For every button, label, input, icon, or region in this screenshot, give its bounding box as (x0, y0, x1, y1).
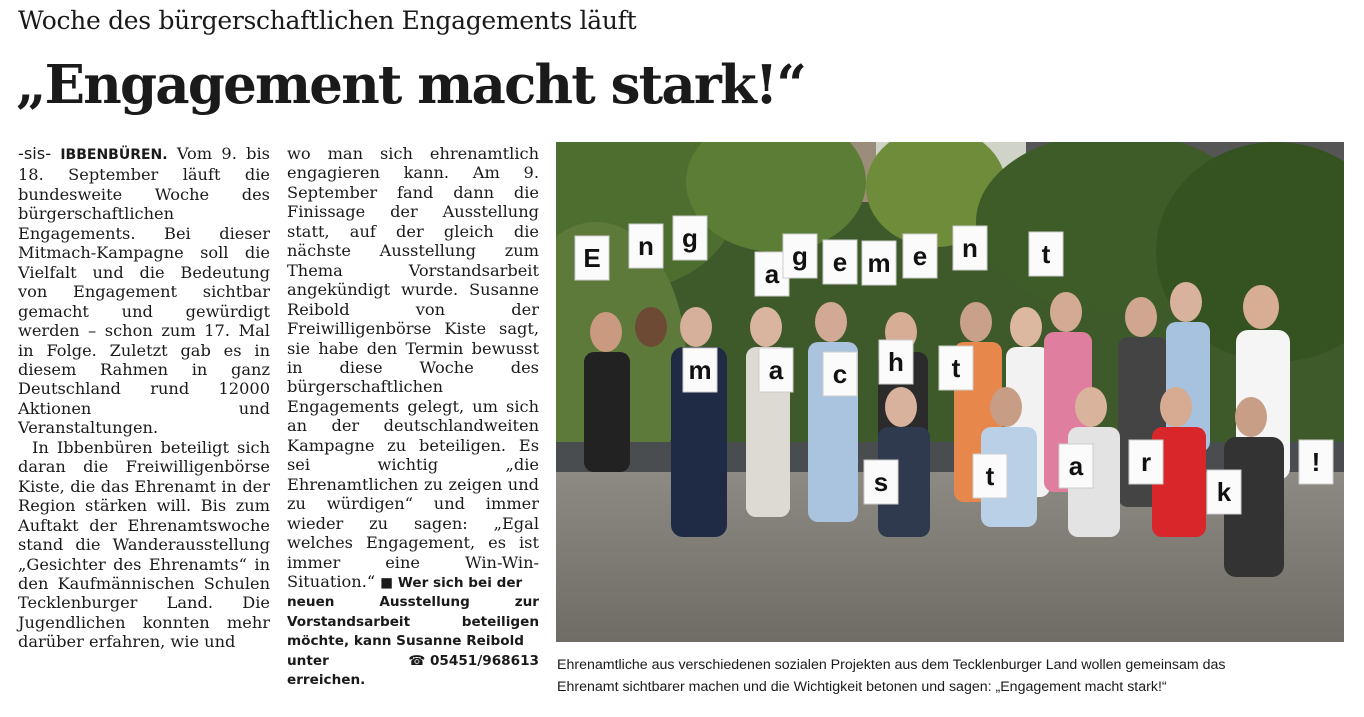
letter-sign-text: k (1216, 477, 1232, 507)
letter-sign (823, 352, 857, 396)
letter-sign (823, 240, 857, 284)
info-box-lead: ■ Wer sich bei der (380, 574, 523, 591)
letter-sign-text: m (867, 248, 891, 278)
letter-sign-text: n (962, 233, 978, 263)
letter-sign (673, 216, 707, 260)
article-headline: „Engagement macht stark!“ (16, 54, 806, 116)
paragraph-3 (287, 144, 539, 593)
letter-sign (864, 460, 898, 504)
letter-sign (862, 241, 896, 285)
letter-sign (973, 454, 1007, 498)
letter-sign (1299, 440, 1333, 484)
letter-sign (629, 224, 663, 268)
letter-sign-text: a (768, 355, 784, 385)
photo-caption (557, 654, 1347, 698)
info-end: erreichen. (287, 672, 366, 689)
letter-sign-text: a (1068, 451, 1084, 481)
letter-sign (1059, 444, 1093, 488)
letter-sign-text: e (912, 241, 928, 271)
letter-sign-text: ! (1311, 447, 1321, 477)
info-box (287, 593, 539, 651)
letter-sign (953, 226, 987, 270)
letter-sign-text: s (873, 467, 889, 497)
letter-sign-text: m (688, 355, 712, 385)
letter-sign (903, 234, 937, 278)
letter-sign-text: t (1041, 239, 1051, 269)
letter-sign-text: c (832, 359, 848, 389)
info-unter: unter (287, 652, 329, 669)
letter-sign (759, 348, 793, 392)
caption-line-1: Ehrenamtliche aus verschiedenen sozialen Projekten aus dem Tecklenburger Land wollen gemeinsam das (557, 657, 1226, 673)
letter-sign-text: e (832, 247, 848, 277)
letter-sign (1029, 232, 1063, 276)
letter-sign (1207, 470, 1241, 514)
letter-sign-text: a (764, 259, 780, 289)
group-photo (556, 142, 1344, 642)
dateline: IBBENBÜREN. (60, 147, 168, 163)
letter-sign-text: g (682, 223, 698, 253)
paragraph-2: In Ibbenbüren beteiligt sich daran die Freiwilligenbörse Kiste, die das Ehrenamt in der Region stärken will. Bis zum Auftakt der Ehrenamtswoche stand die Wanderausstellung „Gesichter des Ehrenamts“ in den Kaufmännischen Schulen Tecklenburger Land. Die Jugendlichen konnten mehr darüber erfahren, wie und (18, 437, 270, 652)
group-photo-illustration (556, 142, 1344, 642)
article-column-1 (18, 144, 270, 652)
letter-sign-text: t (985, 461, 995, 491)
letter-sign (939, 346, 973, 390)
paragraph-3-text: wo man sich ehrenamtlich engagieren kann. Am 9. September fand dann die Finissage der Ausstellung statt, auf der gleich die nächste Ausstellung zum Thema Vorstandsarbeit angekündigt wurde. Susanne Reibold von der Freiwilligenbörse Kiste sagt, sie habe den Termin bewusst in diese Woche des bürgerschaftlichen Engagements gelegt, um sich an der deutschlandweiten Kampagne zu beteiligen. Es sei wichtig „die Ehrenamtlichen zu zeigen und zu würdigen“ und immer wieder zu sagen: „Egal welches Engagement, es ist immer eine Win-Win-Situation.“ (287, 144, 539, 591)
paragraph-1-text: Vom 9. bis 18. September läuft die bundesweite Woche des bürgerschaftlichen Engagements. Bei dieser Mitmach-Kampagne soll die Vielfalt und die Bedeutung von Engagement sichtbar gemacht und gewürdigt werden – schon zum 17. Mal in Folge. Zuletzt gab es in diesem Rahmen in ganz Deutschland rund 12000 Aktionen und Veranstaltungen. (18, 144, 270, 438)
caption-line-2: Ehrenamt sichtbarer machen und die Wichtigkeit betonen und sagen: „Engagement macht stark!“ (557, 679, 1167, 695)
letter-sign (575, 236, 609, 280)
info-box-body: neuen Ausstellung zur Vorstandsarbeit beteiligen möchte, kann Susanne Reibold (287, 594, 539, 650)
paragraph-1 (18, 144, 270, 438)
letter-sign-text: h (888, 347, 904, 377)
letter-sign (879, 340, 913, 384)
letter-sign (783, 234, 817, 278)
info-phone-row (287, 652, 539, 671)
letter-sign-text: r (1140, 447, 1152, 477)
letter-sign (1129, 440, 1163, 484)
article-kicker: Woche des bürgerschaftlichen Engagements läuft (18, 6, 637, 35)
letter-sign-text: n (638, 231, 654, 261)
letter-sign-text: g (792, 241, 808, 271)
author-tag: -sis- (18, 144, 52, 163)
letter-sign-text: t (951, 353, 961, 383)
letter-sign (683, 348, 717, 392)
article-column-2 (287, 144, 539, 691)
letter-sign-text: E (583, 243, 601, 273)
phone-number: ☎ 05451/968613 (408, 652, 539, 669)
